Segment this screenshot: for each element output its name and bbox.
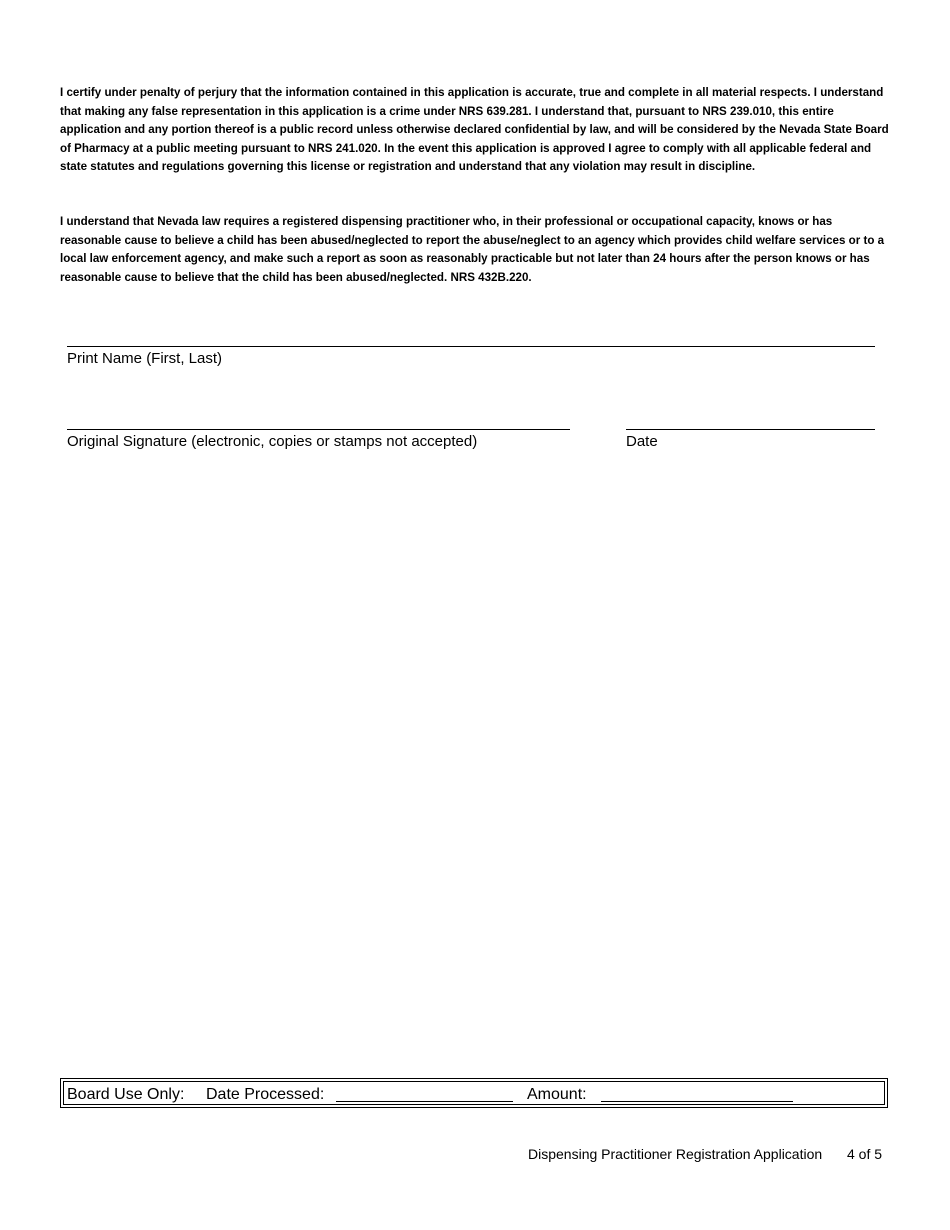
date-line[interactable]: [626, 429, 875, 430]
child-abuse-reporting-paragraph: I understand that Nevada law requires a registered dispensing practitioner who, in their professional or occupational capacity, knows or has reasonable cause to believe a child has been abused/neglected to report the abuse/neglect to an agency which provides child welfare services or to a local law enforcement agency, and make such a report as soon as reasonably practicable but not later than 24 hours after the person knows or has reasonable cause to believe that the child has been abused/neglected. NRS 432B.220.: [60, 215, 885, 284]
amount-label: Amount:: [527, 1086, 587, 1103]
print-name-label: Print Name (First, Last): [67, 350, 223, 367]
form-title: Dispensing Practitioner Registration Application: [528, 1146, 823, 1162]
amount-field[interactable]: [601, 1101, 793, 1102]
page-number: 4 of 5: [847, 1146, 883, 1162]
signature-label: Original Signature (electronic, copies or stamps not accepted): [67, 433, 478, 450]
board-use-inner-border: [63, 1081, 885, 1105]
date-processed-label: Date Processed:: [206, 1086, 325, 1103]
certification-paragraph: I certify under penalty of perjury that the information contained in this application is accurate, true and complete in all material respects. I understand that making any false representation in this application is a crime under NRS 639.281. I understand that, pursuant to NRS 239.010, this entire application and any portion thereof is a public record unless otherwise declared confidential by law, and will be considered by the Nevada State Board of Pharmacy at a public meeting pursuant to NRS 241.020. In the event this application is approved I agree to comply with all applicable federal and state statutes and regulations governing this license or registration and understand that any violation may result in discipline.: [60, 86, 889, 173]
signature-line[interactable]: [67, 429, 570, 430]
board-use-box: [60, 1078, 888, 1108]
date-label: Date: [626, 433, 658, 450]
board-use-label: Board Use Only:: [67, 1086, 185, 1103]
print-name-line[interactable]: [67, 346, 875, 347]
date-processed-field[interactable]: [336, 1101, 513, 1102]
